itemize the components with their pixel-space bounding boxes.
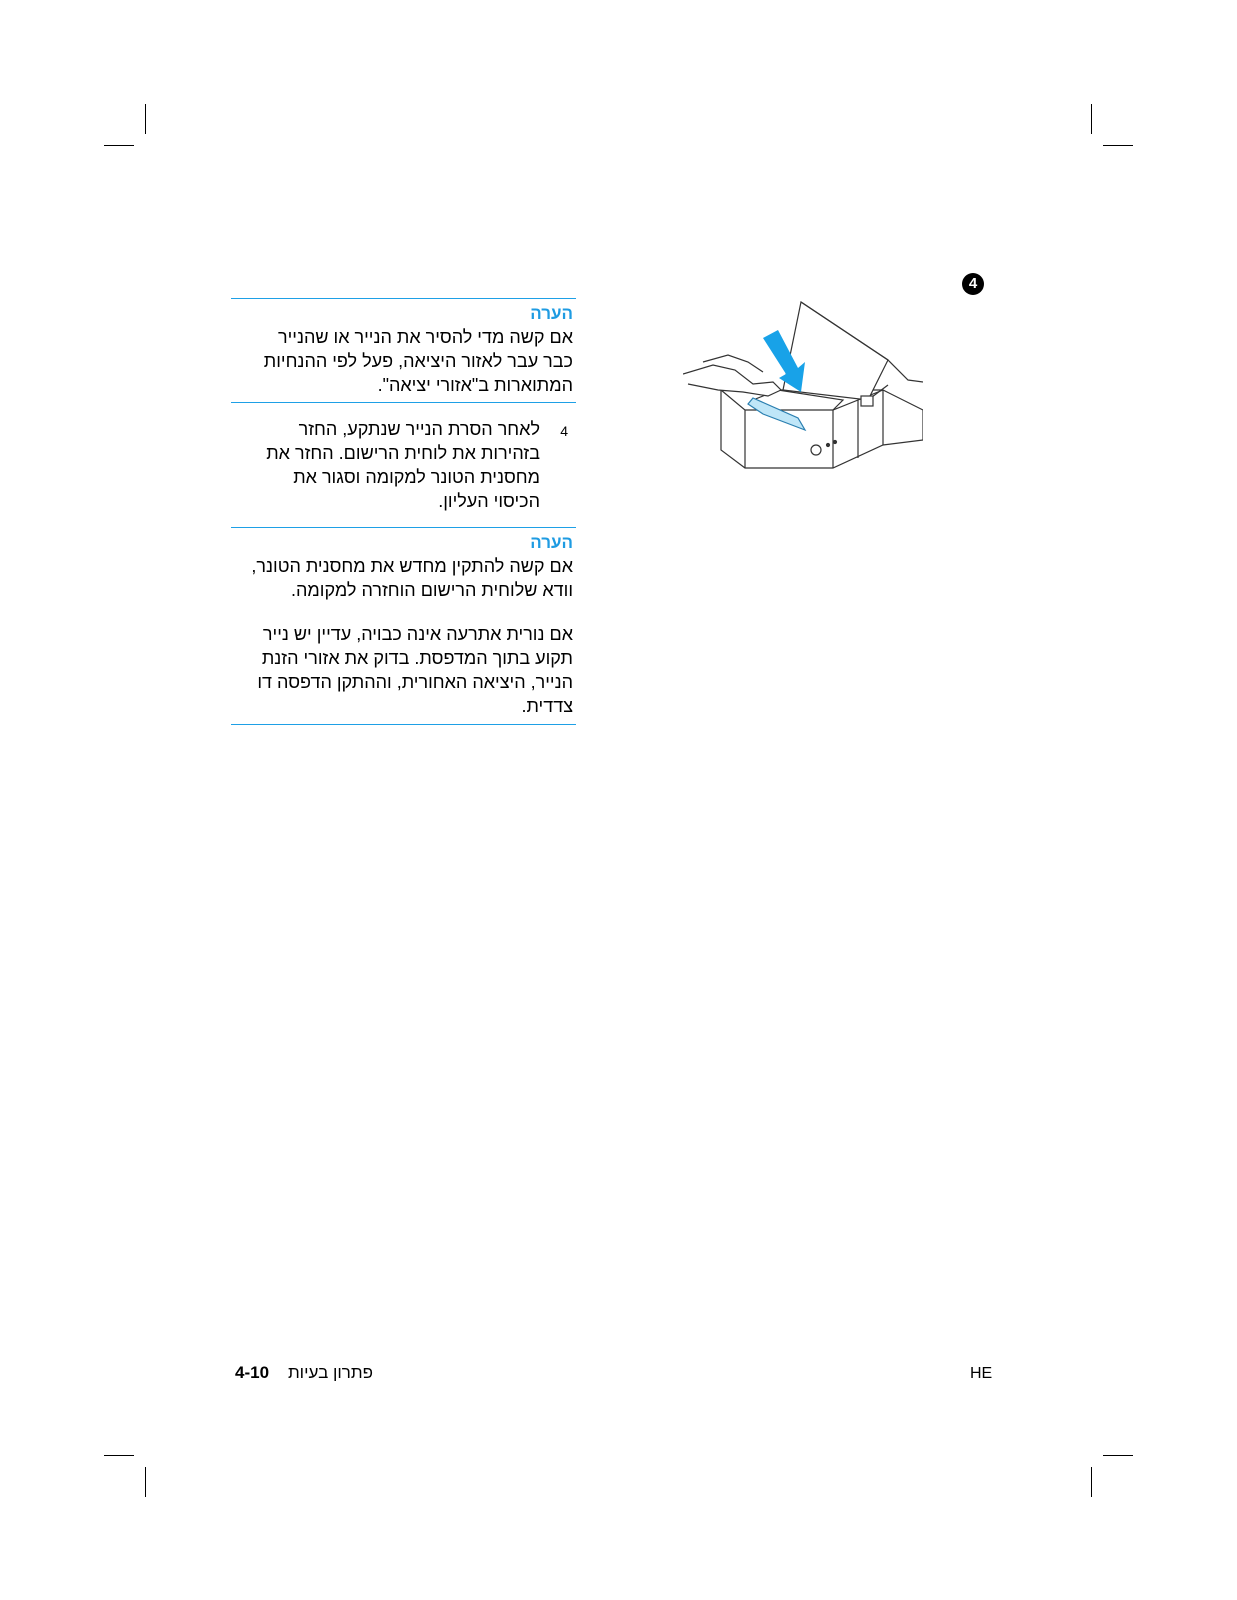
note-line: המתוארות ב"אזורי יציאה".	[377, 375, 573, 395]
language-code: HE	[970, 1365, 993, 1382]
note-line: וודא שלוחית הרישום הוחזרה למקומה.	[291, 580, 573, 600]
note-1	[231, 299, 576, 402]
final-paragraph	[231, 622, 576, 724]
note-2	[231, 528, 576, 622]
crop-mark	[1091, 104, 1092, 134]
step-line: בזהירות את לוחית הרישום. החזר את	[266, 443, 540, 463]
text-column	[231, 298, 576, 725]
chapter-title: פתרון בעיות	[287, 1363, 373, 1382]
paragraph-line: תקוע בתוך המדפסת. בדוק את אזורי הזנת	[261, 648, 573, 668]
paragraph-line: אם נורית אתרעה אינה כבויה, עדיין יש נייר	[262, 624, 573, 644]
paragraph-line: צדדית.	[521, 696, 573, 716]
step-line: מחסנית הטונר למקומה וסגור את	[293, 467, 540, 487]
crop-mark	[1103, 145, 1133, 146]
step-4	[231, 403, 576, 527]
page-number: 4-10	[235, 1363, 270, 1382]
note-line: כבר עבר לאזור היציאה, פעל לפי ההנחיות	[263, 351, 573, 371]
step-line: לאחר הסרת הנייר שנתקע, החזר	[298, 419, 540, 439]
note-bottom-rule	[231, 724, 576, 725]
printer-illustration	[683, 300, 923, 478]
page-footer-left	[235, 1363, 373, 1383]
note-label: הערה	[530, 304, 573, 323]
step-number: 4	[560, 423, 568, 439]
crop-mark	[145, 104, 146, 134]
note-label: הערה	[530, 533, 573, 552]
step-line: הכיסוי העליון.	[438, 491, 540, 511]
crop-mark	[104, 145, 134, 146]
crop-mark	[145, 1467, 146, 1497]
crop-mark	[1103, 1455, 1133, 1456]
crop-mark	[104, 1455, 134, 1456]
step-badge: 4	[962, 273, 984, 295]
crop-mark	[1091, 1467, 1092, 1497]
note-line: אם קשה מדי להסיר את הנייר או שהנייר	[278, 327, 573, 347]
note-line: אם קשה להתקין מחדש את מחסנית הטונר,	[251, 556, 573, 576]
paragraph-line: הנייר, היציאה האחורית, וההתקן הדפסה דו	[257, 672, 573, 692]
